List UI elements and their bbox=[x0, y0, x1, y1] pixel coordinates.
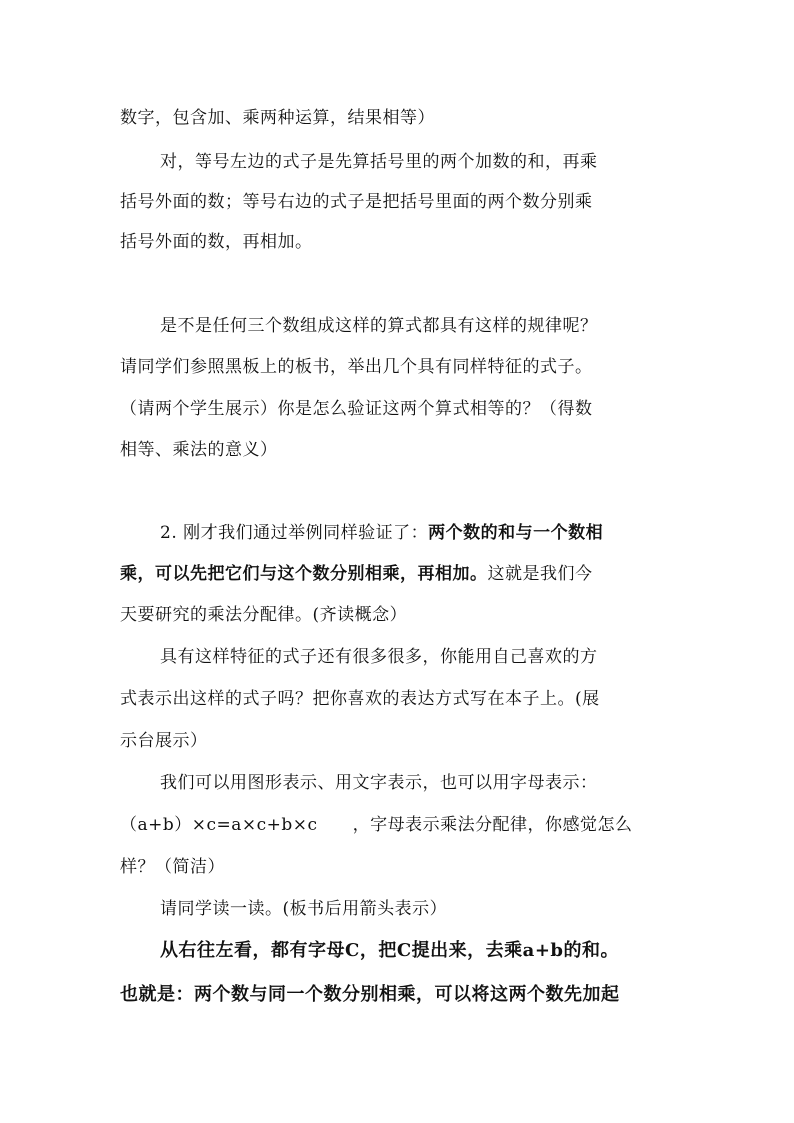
formula-line: （a+b）×c=a×c+b×c ，字母表示乘法分配律，你感觉怎么 bbox=[120, 815, 633, 835]
text-line: 括号外面的数，再相加。 bbox=[120, 232, 313, 252]
text-line-mixed bbox=[160, 521, 794, 545]
text-line: 相等、乘法的意义） bbox=[120, 440, 278, 460]
text-line: 请同学读一读。(板书后用箭头表示） bbox=[160, 899, 448, 919]
bold-text-segment: 两个数的和与一个数相 bbox=[428, 523, 604, 543]
bold-text-line: 也就是：两个数与同一个数分别相乘，可以将这两个数先加起 bbox=[120, 984, 620, 1005]
text-line: 括号外面的数；等号右边的式子是把括号里面的两个数分别乘 bbox=[120, 192, 593, 212]
text-line: 对，等号左边的式子是先算括号里的两个加数的和，再乘 bbox=[160, 152, 598, 172]
text-line: 式表示出这样的式子吗？把你喜欢的表达方式写在本子上。(展 bbox=[120, 689, 600, 709]
text-line: （请两个学生展示）你是怎么验证这两个算式相等的？（得数 bbox=[120, 399, 593, 419]
text-line-mixed bbox=[120, 562, 794, 586]
text-line: 请同学们参照黑板上的板书，举出几个具有同样特征的式子。 bbox=[120, 357, 593, 377]
text-segment: 这就是我们今 bbox=[487, 564, 593, 584]
text-line: 我们可以用图形表示、用文字表示，也可以用字母表示： bbox=[160, 773, 598, 793]
bold-text-segment: 乘，可以先把它们与这个数分别相乘，再相加。 bbox=[120, 564, 488, 584]
text-line: 具有这样特征的式子还有很多很多，你能用自己喜欢的方 bbox=[160, 647, 598, 667]
text-line: 天要研究的乘法分配律。(齐读概念） bbox=[120, 605, 408, 625]
text-line: 是不是任何三个数组成这样的算式都具有这样的规律呢？ bbox=[160, 316, 598, 336]
text-line: 数字，包含加、乘两种运算，结果相等） bbox=[120, 108, 435, 128]
bold-text-line: 从右往左看，都有字母C，把C提出来，去乘a+b的和。 bbox=[160, 940, 619, 961]
text-line: 样？（简洁） bbox=[120, 857, 225, 877]
text-segment: 2. 刚才我们通过举例同样验证了： bbox=[160, 523, 429, 543]
text-line: 示台展示） bbox=[120, 731, 208, 751]
